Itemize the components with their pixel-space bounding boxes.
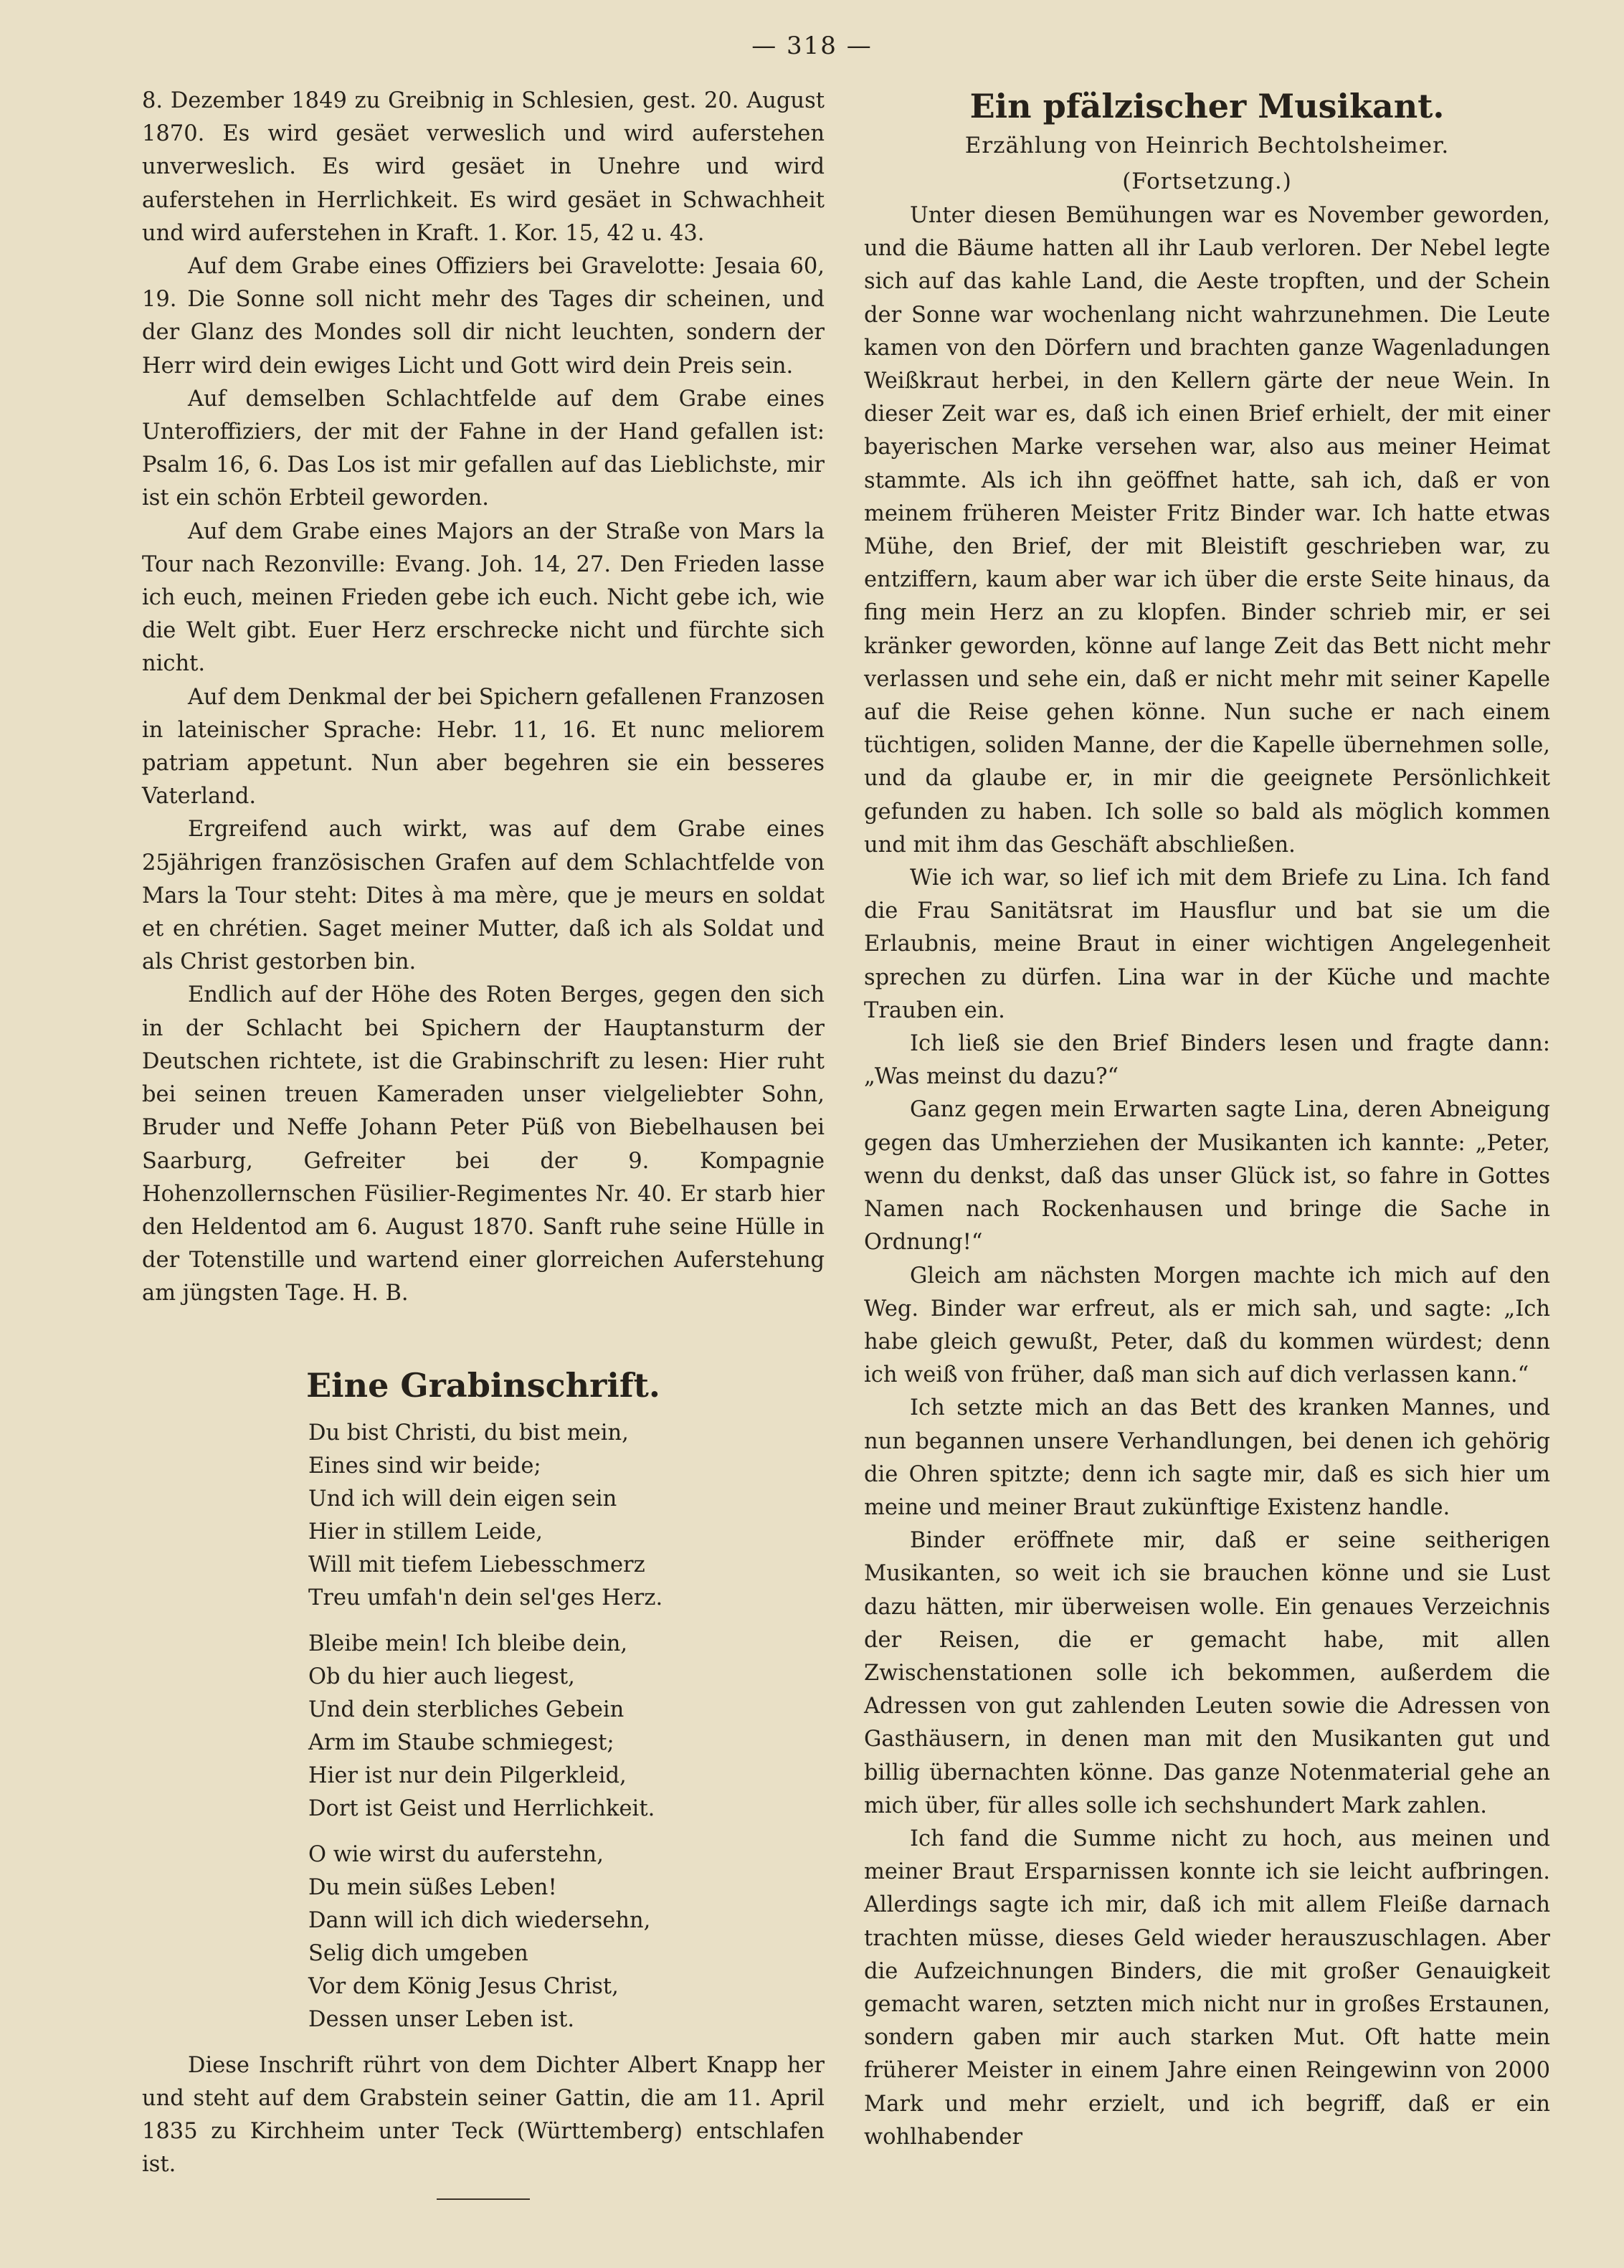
poem-line: Hier in stillem Leide, [308,1519,543,1545]
poem-line: O wie wirst du auferstehn, [308,1841,604,1867]
poem-line: Selig dich umgeben [308,1940,528,1966]
poem-line: Bleibe mein! Ich bleibe dein, [308,1631,628,1656]
paragraph-grave-unteroffizier: Auf demselben Schlachtfelde auf dem Grabe eines Unteroffiziers, der mit der Fahne in der Hand gefallen ist: Psalm 16, 6. Das Los ist mir gefallen auf das Lieblichste, mir ist ein schön Erbteil geworden. [142,386,825,511]
continuation-note: (Fortsetzung.) [1122,169,1292,194]
poem-line: Treu umfah'n dein sel'ges Herz. [308,1585,663,1610]
story-paragraph: Ich fand die Summe nicht zu hoch, aus meinen und meiner Braut Ersparnissen konnte ich sie leicht aufbringen. Allerdings sagte ich mir, daß ich mit allem Fleiße darnach trachten müsse, dieses Geld wieder herauszuschlagen. Aber die Aufzeichnungen Binders, die mit großer Genauigkeit gemacht waren, setzten mich nicht nur in großes Erstaunen, sondern gaben mir auch starken Mut. Oft hatte mein früherer Meister in einem Jahre einen Reingewinn von 2000 Mark und mehr erzielt, und ich begriff, daß er ein wohlhabender [864,1826,1550,2150]
page-number: — 318 — [751,32,873,60]
paragraph-grave-major: Auf dem Grabe eines Majors an der Straße von Mars la Tour nach Rezonville: Evang. Joh. 14, 27. Den Frieden lasse ich euch, meinen Frieden gebe ich euch. Nicht gebe ich, wie die Welt gibt. Euer Herz erschrecke nicht und fürchte sich nicht. [142,518,825,677]
poem [308,1417,825,2036]
poem-stanza [308,1417,825,1615]
paragraph-roter-berg: Endlich auf der Höhe des Roten Berges, gegen den sich in der Schlacht bei Spichern der Hauptansturm der Deutschen richtete, ist die Grabinschrift zu lesen: Hier ruht bei seinen treuen Kameraden unser vielgeliebter Sohn, Bruder und Neffe Johann Peter Püß von Biebelhausen bei Saarburg, Gefreiter bei der 9. Kompagnie Hohenzollernschen Füsilier-Regimentes Nr. 40. Er starb hier den Heldentod am 6. August 1870. Sanft ruhe seine Hülle in der Totenstille und wartend einer glorreichen Auferstehung am jüngsten Tage. H. B. [142,982,825,1306]
right-column [864,85,1550,2154]
poem-line: Eines sind wir beide; [308,1453,541,1479]
paragraph-inscription-source: Diese Inschrift rührt von dem Dichter Albert Knapp her und steht auf dem Grabstein seiner Gattin, die am 11. April 1835 zu Kirchheim unter Teck (Württemberg) entschlafen ist. [142,2052,825,2178]
poem-line: Du mein süßes Leben! [308,1874,557,1900]
poem-line: Dessen unser Leben ist. [308,2006,575,2032]
poem-line: Und ich will dein eigen sein [308,1486,617,1512]
poem-line: Ob du hier auch liegest, [308,1664,575,1689]
story-paragraph: Ganz gegen mein Erwarten sagte Lina, deren Abneigung gegen das Umherziehen der Musikanten ich kannte: „Peter, wenn du denkst, daß das unser Glück ist, so fahre in Gottes Namen nach Rockenhausen und bringe die Sache in Ordnung!“ [864,1097,1550,1256]
paragraph-monument-spichern: Auf dem Denkmal der bei Spichern gefallenen Franzosen in lateinischer Sprache: Hebr. 11, 16. Et nunc meliorem patriam appetunt. Nun aber begehren sie ein besseres Vaterland. [142,684,825,810]
story-paragraph: Wie ich war, so lief ich mit dem Briefe zu Lina. Ich fand die Frau Sanitätsrat im Hausflur und bat sie um die Erlaubnis, meine Braut in einer wichtigen Angelegenheit sprechen zu dürfen. Lina war in der Küche und machte Trauben ein. [864,865,1550,1023]
paragraph-grave-gravelotte: Auf dem Grabe eines Offiziers bei Gravelotte: Jesaia 60, 19. Die Sonne soll nicht mehr des Tages dir scheinen, und der Glanz des Mondes soll dir nicht leuchten, sondern der Herr wird dein ewiges Licht und Gott wird dein Preis sein. [142,254,825,379]
poem-title: Eine Grabinschrift. [306,1365,660,1405]
poem-line: Du bist Christi, du bist mein, [308,1420,629,1446]
story-paragraph: Gleich am nächsten Morgen machte ich mich auf den Weg. Binder war erfreut, als er mich sah, und sagte: „Ich habe gleich gewußt, Peter, daß du kommen würdest; denn ich weiß von früher, daß man sich auf dich verlassen kann.“ [864,1263,1550,1388]
poem-stanza [308,1628,825,1826]
section-divider [437,2198,530,2200]
left-column [142,85,825,2200]
story-paragraph: Binder eröffnete mir, daß er seine seitherigen Musikanten, so weit ich sie brauchen könne und sie Lust dazu hätten, mir überweisen wolle. Ein genaues Verzeichnis der Reisen, die er gemacht habe, mit allen Zwischenstationen solle ich bekommen, außerdem die Adressen von gut zahlenden Leuten sowie die Adressen von Gasthäusern, in denen man mit den Musikanten gut und billig übernachten könne. Das ganze Notenmaterial gehe an mich über, für alles solle ich sechshundert Mark zahlen. [864,1528,1550,1818]
paragraph-grave-greibnig: 8. Dezember 1849 zu Greibnig in Schlesien, gest. 20. August 1870. Es wird gesäet verweslich und wird auferstehen unverweslich. Es wird gesäet in Unehre und wird auferstehen in Herrlichkeit. Es wird gesäet in Schwachheit und wird auferstehen in Kraft. 1. Kor. 15, 42 u. 43. [142,88,825,246]
poem-line: Will mit tiefem Liebesschmerz [308,1552,645,1577]
story-title: Ein pfälzischer Musikant. [969,87,1445,125]
poem-line: Dort ist Geist und Herrlichkeit. [308,1795,655,1821]
paragraph-grave-french-count: Ergreifend auch wirkt, was auf dem Grabe eines 25jährigen französischen Grafen auf dem Schlachtfelde von Mars la Tour steht: Dites à ma mère, que je meurs en soldat et en chrétien. Saget meiner Mutter, daß ich als Soldat und als Christ gestorben bin. [142,817,825,975]
story-paragraph: Ich ließ sie den Brief Binders lesen und fragte dann: „Was meinst du dazu?“ [864,1031,1550,1090]
story-paragraph: Unter diesen Bemühungen war es November geworden, und die Bäume hatten all ihr Laub verloren. Der Nebel legte sich auf das kahle Land, die Aeste tropften, und der Schein der Sonne war wochenlang nicht wahrzunehmen. Die Leute kamen von den Dörfern und brachten ganze Wagenladungen Weißkraut herbei, in den Kellern gärte der neue Wein. In dieser Zeit war es, daß ich einen Brief erhielt, der mit einer bayerischen Marke versehen war, also aus meiner Heimat stammte. Als ich ihn geöffnet hatte, sah ich, daß er von meinem früheren Meister Fritz Binder war. Ich hatte etwas Mühe, den Brief, der mit Bleistift geschrieben war, zu entziffern, kaum aber war ich über die erste Seite hinaus, da fing mein Herz an zu klopfen. Binder schrieb mir, er sei kränker geworden, könne auf lange Zeit das Bett nicht mehr verlassen und sehe ein, daß er nicht mehr mit seiner Kapelle auf die Reise gehen könne. Nun suche er nach einem tüchtigen, soliden Manne, der die Kapelle übernehmen solle, und da glaube er, in mir die geeignete Persönlichkeit gefunden zu haben. Ich solle so bald als möglich kommen und mit ihm das Geschäft abschließen. [864,203,1550,858]
poem-line: Arm im Staube schmiegest; [308,1730,614,1755]
poem-line: Dann will ich dich wiedersehn, [308,1907,651,1933]
story-paragraph: Ich setzte mich an das Bett des kranken Mannes, und nun begannen unsere Verhandlungen, bei denen ich gehörig die Ohren spitzte; denn ich sagte mir, daß es sich hier um meine und meiner Braut zukünftige Existenz handle. [864,1395,1550,1520]
poem-line: Hier ist nur dein Pilgerkleid, [308,1762,627,1788]
poem-line: Und dein sterbliches Gebein [308,1697,625,1722]
story-byline: Erzählung von Heinrich Bechtolsheimer. [964,133,1450,158]
poem-line: Vor dem König Jesus Christ, [308,1973,619,1999]
poem-stanza [308,1838,825,2036]
